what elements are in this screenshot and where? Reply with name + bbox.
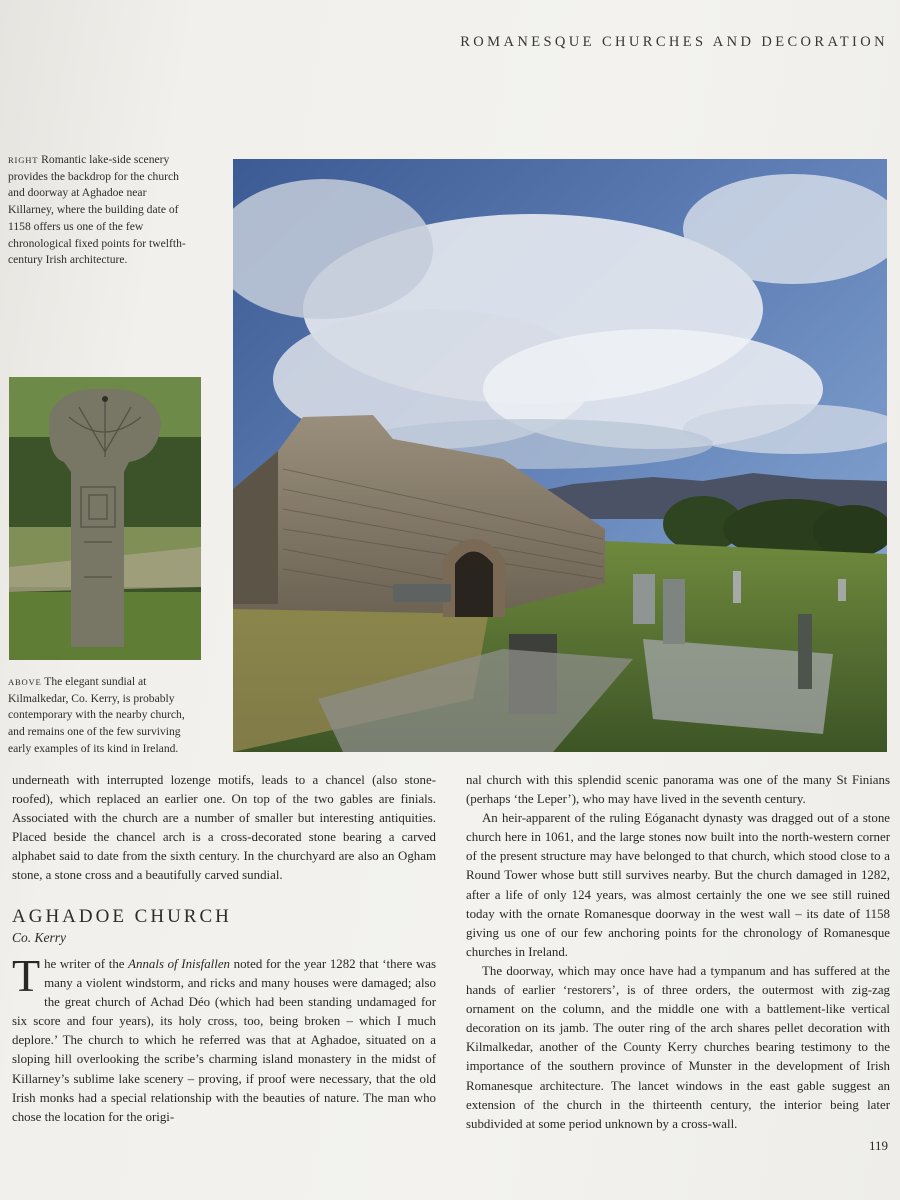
right-column xyxy=(466,771,890,1134)
caption-right xyxy=(8,152,193,269)
text-run: noted for the year 1282 that ‘there was many a violent windstorm, and ricks and many houses were damaged; also the great church of Achad Déo (which had been standing undamaged for six score and four years), its holy cross, too, being broken – which I much deplore.’ The church to which he referred was that at Aghadoe, situated on a sloping hill overlooking the scribe’s charming island monastery in the midst of Killarney’s sublime lake scenery – proving, if proof were necessary, that the old Irish monks had a special relationship with the beauties of nature. The man who chose the location for the origi- xyxy=(12,957,436,1124)
caption-lead: RIGHT xyxy=(8,155,39,165)
italic-title: Annals of Inisfallen xyxy=(128,957,230,971)
drop-cap: T xyxy=(12,950,41,1001)
caption-text: The elegant sundial at Kilmalkedar, Co. Kerry, is probably contemporary with the nearby church, and remains one of the few surviving early examples of its kind in Ireland. xyxy=(8,675,185,755)
page-number: 119 xyxy=(868,1138,888,1153)
caption-text: Romantic lake-side scenery provides the backdrop for the church and doorway at Aghadoe near Killarney, where the building date of 1158 offers us one of the few chronological fixed points for twelfth-century Irish architecture. xyxy=(8,153,186,267)
kilmalkedar-sundial-photo xyxy=(9,377,201,660)
section-subtitle: Co. Kerry xyxy=(12,930,66,945)
left-column-top xyxy=(12,771,436,886)
caption-lead: ABOVE xyxy=(8,677,42,687)
paragraph: nal church with this splendid scenic panorama was one of the many St Finians (perhaps ‘the Leper’), who may have lived in the seventh century. xyxy=(466,773,890,807)
paragraph: An heir-apparent of the ruling Eóganacht dynasty was dragged out of a stone church here in 1061, and the large stones now built into the north-western corner of the present structure may have belonged to that church, which stood close to a Round Tower whose butt still survives nearby. But the church damaged in 1282, after a life of only 124 years, was almost certainly the one we see still ruined today with the ornate Romanesque doorway in the west wall – its date of 1158 giving us one of our few anchoring points for the chronology of Romanesque churches in Ireland. xyxy=(466,811,890,959)
paragraph: underneath with interrupted lozenge motifs, leads to a chancel (also stone-roofed), which replaced an earlier one. On top of the two gables are finials. Associated with the church are a number of smaller but interesting antiquities. Placed beside the chancel arch is a cross-decorated stone bearing a carved alphabet said to date from the sixth century. In the churchyard are also an Ogham stone, a stone cross and a beautifully carved sundial. xyxy=(12,773,436,883)
caption-above xyxy=(8,674,203,758)
running-head: ROMANESQUE CHURCHES AND DECORATION xyxy=(460,34,888,50)
paragraph: The doorway, which may once have had a tympanum and has suffered at the hands of earlier ‘restorers’, is of three orders, the outermost with zig-zag ornament on the column, and the middle one with a battlement-like vertical decoration on its jamb. The outer ring of the arch shares pellet decoration with Kilmalkedar, another of the County Kerry churches bearing testimony to the importance of the southern province of Munster in the development of Irish Romanesque architecture. The lancet windows in the east gable suggest an extension of the church in the thirteenth century, the interior being later subdivided at some period unknown by a cross-wall. xyxy=(466,963,890,1131)
text-run: he writer of the xyxy=(44,957,129,971)
left-column-bottom xyxy=(12,950,436,1127)
section-title: AGHADOE CHURCH xyxy=(12,906,232,927)
paragraph xyxy=(12,950,436,1127)
aghadoe-church-photo xyxy=(233,159,887,752)
